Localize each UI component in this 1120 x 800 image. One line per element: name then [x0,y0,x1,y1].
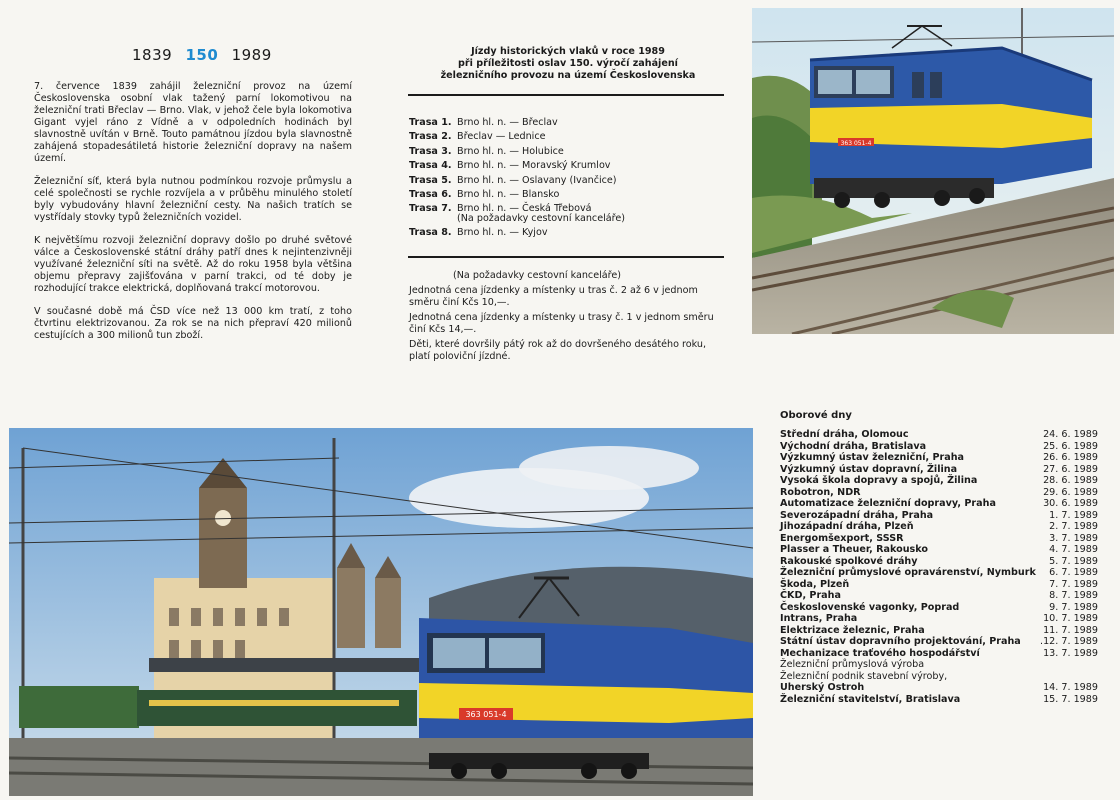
branch-day-row [780,590,1098,602]
branch-day-date: 3. 7. 1989 [1049,532,1098,544]
branch-day-date: 10. 7. 1989 [1043,613,1098,624]
branch-day-date: 28. 6. 1989 [1043,475,1098,486]
prices-info [409,270,727,366]
branch-day-row [780,659,1098,671]
branch-day-date: 11. 7. 1989 [1043,624,1098,636]
branch-day-institution: Robotron, NDR [780,486,861,498]
route-item [409,174,729,188]
branch-day-row [780,648,1098,660]
branch-day-date: 4. 7. 1989 [1049,544,1098,555]
branch-day-institution: Rakouské spolkové dráhy [780,555,918,567]
intro-paragraph-2: Železniční síť, která byla nutnou podmínkou rozvoje průmyslu a celé společnosti se rychle rozvíjela a v průběhu minulého století byly vybudovány hlavní železniční cesty. Na našich tratích se vystřídaly stovky typů železničních vozidel. [34,176,352,223]
branch-day-row [780,487,1098,499]
route-label: Trasa 2. [409,131,452,143]
branch-day-row [780,694,1098,706]
branch-day-row [780,498,1098,510]
branch-day-date: 13. 7. 1989 [1043,647,1098,659]
branch-day-row [780,510,1098,522]
intro-paragraph-3: K největšímu rozvoji železniční dopravy došlo po druhé světové válce a Československé státní dráhy patří dnes k nejintenzivněji využívané železniční síti na světě. Až do roku 1958 byla většina objemu přepravy zajišťována v parní trakci, od té doby je rozhodující trakce elektrická, doplňovaná trakcí motorovou. [34,235,352,294]
route-text: Brno hl. n. — Břeclav [457,117,558,128]
branch-day-institution: Škoda, Plzeň [780,578,850,590]
branch-day-institution: Československé vagonky, Poprad [780,601,960,613]
routes-list [409,116,729,240]
route-label: Trasa 5. [409,174,452,186]
branch-day-row [780,567,1098,579]
branch-day-institution: Státní ústav dopravního projektování, Praha [780,636,1021,647]
branch-day-institution: Železniční podnik stavební výroby, [780,670,948,682]
branch-day-date: 1. 7. 1989 [1049,509,1098,521]
branch-day-row [780,429,1098,441]
route-text: Brno hl. n. — Oslavany (Ivančice) [457,174,617,186]
branch-day-row [780,682,1098,694]
price-note-2: Jednotná cena jízdenky a místenky u trasy č. 1 v jednom směru činí Kčs 14,—. [409,312,714,335]
branch-day-row [780,544,1098,556]
intro-text [34,81,352,353]
route-label: Trasa 8. [409,226,452,238]
branch-day-institution: Intrans, Praha [780,613,858,624]
branch-day-date: 24. 6. 1989 [1043,429,1098,440]
year-start: 1839 [132,46,173,64]
route-label: Trasa 3. [409,145,452,157]
branch-day-date: 15. 7. 1989 [1043,693,1098,705]
intro-paragraph-1: 7. července 1839 zahájil železniční provoz na území Československa osobní vlak tažený parní lokomotivou na železniční trati Břeclav — Brno. Vlak, v jehož čele byla lokomotiva Gigant vyjel ráno z Vídně a v odpoledních hodinách byl slavnostně uvítán v Brně. Touto památnou jízdou byla slavnostně zahájená stopadesátiletá historie železniční dopravy na našem území. [34,81,352,164]
route-text: Břeclav — Lednice [457,131,546,143]
route-item [409,116,729,130]
branch-day-institution: Severozápadní dráha, Praha [780,509,934,521]
branch-day-row [780,579,1098,591]
route-7-note: (Na požadavky cestovní kanceláře) [457,212,626,224]
branch-day-institution: Automatizace železniční dopravy, Praha [780,498,996,509]
branch-day-institution: Střední dráha, Olomouc [780,429,909,440]
branch-day-row [780,475,1098,487]
bottom-loco-number: 363 051-4 [465,710,507,719]
branch-day-date: 29. 6. 1989 [1043,486,1098,498]
prices-head: (Na požadavky cestovní kanceláře) [453,270,622,281]
branch-day-institution: Plasser a Theuer, Rakousko [780,544,928,555]
branch-day-institution: Železniční průmyslová výroba [780,659,925,670]
branch-day-row [780,625,1098,637]
branch-day-institution: Železniční stavitelství, Bratislava [780,693,961,705]
route-label: Trasa 6. [409,189,452,201]
branch-day-date: 2. 7. 1989 [1049,521,1098,532]
trips-title-line-2: při příležitosti oslav 150. výročí zahájení [458,58,678,69]
branch-day-row [780,613,1098,625]
divider [408,94,724,96]
trips-title-line-3: železničního provozu na území Československa [440,70,696,81]
branch-day-date: 9. 7. 1989 [1049,601,1098,613]
route-item [409,145,729,159]
branch-day-row [780,521,1098,533]
branch-day-date: 26. 6. 1989 [1043,452,1098,463]
branch-day-institution: Východní dráha, Bratislava [780,440,927,452]
branch-day-institution: Železniční průmyslové opravárenství, Nymburk [780,567,1036,578]
year-end: 1989 [231,46,272,64]
branch-day-row [780,533,1098,545]
trips-title [410,46,726,82]
branch-day-date: 6. 7. 1989 [1049,567,1098,578]
route-text: Brno hl. n. — Moravský Krumlov [457,160,611,172]
route-item [409,159,729,173]
branch-day-institution: Vysoká škola dopravy a spojů, Žilina [780,475,978,486]
branch-day-institution: Mechanizace traťového hospodářství [780,647,980,659]
branch-day-row [780,636,1098,648]
locomotive-photo-top [752,8,1114,334]
branch-day-row [780,671,1098,683]
locomotive-illustration [752,8,1114,334]
route-label: Trasa 1. [409,117,452,128]
branch-day-date: 27. 6. 1989 [1043,463,1098,475]
branch-days-title: Oborové dny [780,410,852,421]
branch-day-institution: ČKD, Praha [780,590,841,601]
top-loco-number: 363 051-4 [840,140,872,147]
year-anniversary: 150 [185,46,219,64]
anniversary-header [132,46,272,64]
branch-day-institution: Energomšexport, SSSR [780,532,904,544]
station-photo-bottom [9,428,753,796]
route-text: Brno hl. n. — Česká Třebová [457,203,592,215]
branch-days-list [780,429,1098,705]
intro-paragraph-4: V současné době má ČSD více než 13 000 km tratí, z toho čtvrtinu elektrizovanou. Za rok se na nich přepraví 420 milionů cestujících a 300 milionů tun zboží. [34,306,352,341]
branch-day-institution: Uherský Ostroh [780,682,865,693]
trips-title-line-1: Jízdy historických vlaků v roce 1989 [471,46,665,57]
price-note-1: Jednotná cena jízdenky a místenky u tras č. 2 až 6 v jednom směru činí Kčs 10,—. [409,285,698,308]
station-illustration [9,428,753,796]
route-note [409,212,729,226]
branch-day-row [780,602,1098,614]
divider [408,256,724,258]
branch-day-institution: Výzkumný ústav železniční, Praha [780,452,965,463]
branch-day-institution: Jihozápadní dráha, Plzeň [780,521,914,532]
branch-day-date: 5. 7. 1989 [1049,555,1098,567]
route-label: Trasa 4. [409,160,452,172]
route-item [409,188,729,202]
branch-day-date: 14. 7. 1989 [1043,682,1098,693]
branch-day-row [780,452,1098,464]
route-text: Brno hl. n. — Blansko [457,189,560,201]
branch-day-row [780,556,1098,568]
branch-day-date: 7. 7. 1989 [1049,578,1098,590]
route-item [409,130,729,144]
price-note-3: Děti, které dovršily pátý rok až do dovršeného desátého roku, platí poloviční jízdné. [409,339,706,362]
branch-day-date: .12. 7. 1989 [1040,636,1098,647]
branch-day-date: 8. 7. 1989 [1049,590,1098,601]
route-item [409,226,729,240]
branch-day-row [780,441,1098,453]
branch-day-date: 30. 6. 1989 [1043,498,1098,509]
branch-day-institution: Elektrizace železnic, Praha [780,624,925,636]
route-text: Brno hl. n. — Kyjov [457,226,548,238]
route-label: Trasa 7. [409,203,452,215]
branch-day-row [780,464,1098,476]
branch-day-institution: Výzkumný ústav dopravní, Žilina [780,463,958,475]
route-text: Brno hl. n. — Holubice [457,145,564,157]
branch-day-date: 25. 6. 1989 [1043,440,1098,452]
